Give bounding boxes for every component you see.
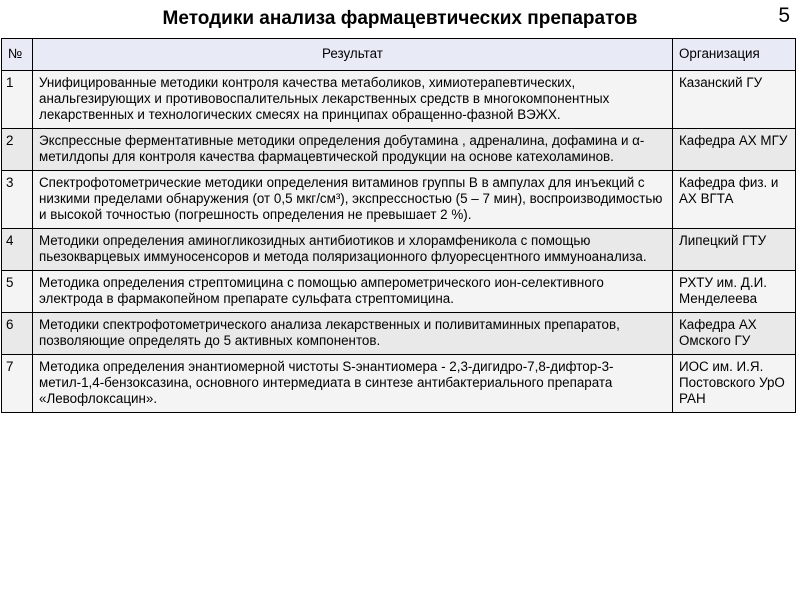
table-row [2, 355, 796, 413]
slide-title: Методики анализа фармацевтических препаратов [162, 8, 638, 29]
methods-table [1, 38, 796, 413]
row-org: Кафедра физ. и АХ ВГТА [673, 171, 796, 229]
row-result: Методика определения стрептомицина с помощью амперометрического ион-селективного электрода в фармакопейном препарате сульфата стрептомицина. [33, 271, 673, 313]
row-org: РХТУ им. Д.И. Менделеева [673, 271, 796, 313]
row-result: Унифицированные методики контроля качества метаболиков, химиотерапевтических, анальгезирующих и противовоспалительных лекарственных средств в многокомпонентных лекарственных и технологических смесях на принципах обращенно-фазной ВЭЖХ. [33, 71, 673, 129]
row-num: 1 [2, 71, 33, 129]
header-result: Результат [33, 39, 673, 71]
row-result: Методики определения аминогликозидных антибиотиков и хлорамфеникола с помощью пьезокварцевых иммуносенсоров и метода поляризационного флуоресцентного иммуноанализа. [33, 229, 673, 271]
table-header-row [2, 39, 796, 71]
row-result: Методики спектрофотометрического анализа лекарственных и поливитаминных препаратов, позволяющие определять до 5 активных компонентов. [33, 313, 673, 355]
row-org: Липецкий ГТУ [673, 229, 796, 271]
row-num: 4 [2, 229, 33, 271]
row-result: Экспрессные ферментативные методики определения добутамина , адреналина, дофамина и α-метилдопы для контроля качества фармацевтической продукции на основе катехоламинов. [33, 129, 673, 171]
table-row [2, 171, 796, 229]
row-num: 6 [2, 313, 33, 355]
row-num: 2 [2, 129, 33, 171]
row-org: Кафедра АХ Омского ГУ [673, 313, 796, 355]
row-num: 5 [2, 271, 33, 313]
table-row [2, 229, 796, 271]
table-row [2, 71, 796, 129]
table-row [2, 313, 796, 355]
table-row [2, 271, 796, 313]
row-org: Казанский ГУ [673, 71, 796, 129]
row-result: Методика определения энантиомерной чистоты S-энантиомера - 2,3-дигидро-7,8-дифтор-3-метил-1,4-бензоксазина, основного интермедиата в синтезе антибактериального препарата «Левофлоксацин». [33, 355, 673, 413]
row-num: 3 [2, 171, 33, 229]
row-result: Спектрофотометрические методики определения витаминов группы В в ампулах для инъекций с низкими пределами обнаружения (от 0,5 мкг/см³), экспрессностью (5 – 7 мин), воспроизводимостью и высокой точностью (погрешность определения не превышает 2 %). [33, 171, 673, 229]
header-num: № [2, 39, 33, 71]
row-org: ИОС им. И.Я. Постовского УрО РАН [673, 355, 796, 413]
slide-number: 5 [778, 4, 790, 27]
row-num: 7 [2, 355, 33, 413]
table-row [2, 129, 796, 171]
header-org: Организация [673, 39, 796, 71]
row-org: Кафедра АХ МГУ [673, 129, 796, 171]
